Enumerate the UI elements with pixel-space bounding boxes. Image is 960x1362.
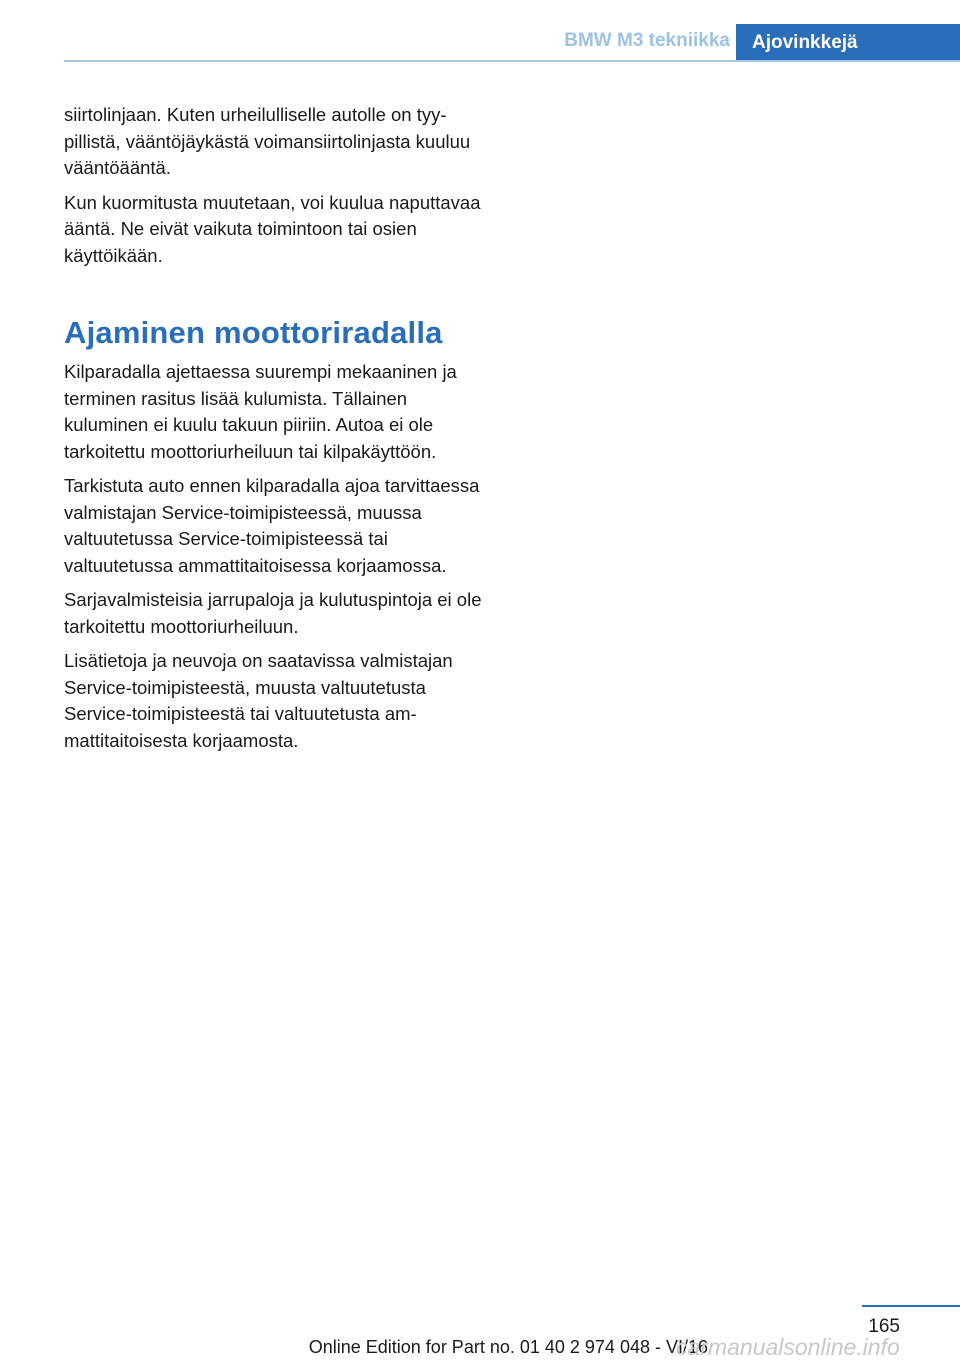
main-content xyxy=(64,102,482,762)
header-divider xyxy=(64,60,960,62)
paragraph-load-change: Kun kuormitusta muutetaan, voi kuulua naputtavaa ääntä. Ne eivät vaikuta toimintoon tai osien käyttöikään. xyxy=(64,191,481,266)
section-heading: Ajaminen moottoriradalla xyxy=(64,315,443,350)
paragraph-more-info: Lisätietoja ja neuvoja on saatavissa valmistajan Service-toimipisteestä, muusta valtuutetusta Service-toimipisteestä tai valtuutetusta ammattitaitoisesta korjaamosta. xyxy=(64,650,453,751)
watermark-text: carmanualsonline.info xyxy=(676,1334,900,1360)
paragraph-track-wear: Kilparadalla ajettaessa suurempi mekaaninen ja terminen rasitus lisää kulumista. Tällainen kuluminen ei kuulu takuun piiriin. Autoa ei ole tarkoitettu moottoriurheiluun tai kilpakäyttöön. xyxy=(64,361,457,462)
page-number: 165 xyxy=(868,1316,900,1337)
header-section-title: BMW M3 tekniikka xyxy=(564,30,730,51)
paragraph-brake-pads: Sarjavalmisteisia jarrupaloja ja kulutuspintoja ei ole tarkoitettu moottoriurheiluun. xyxy=(64,589,482,637)
edition-text: Online Edition for Part no. 01 40 2 974 048 - VI/16 xyxy=(308,1337,708,1357)
paragraph-intro: siirtolinjaan. Kuten urheilulliselle autolle on tyypillistä, vääntöjäykästä voimansiirtolinjasta kuuluu vääntöääntä. xyxy=(64,104,471,178)
header-chapter-tab: Ajovinkkejä xyxy=(736,24,960,62)
footer-divider xyxy=(862,1305,960,1307)
paragraph-inspection: Tarkistuta auto ennen kilparadalla ajoa tarvittaessa valmistajan Service-toimipisteessä, muussa valtuutetussa Service-toimipisteessä tai valtuutetussa ammattitaitoisessa korjaamossa. xyxy=(64,475,480,576)
